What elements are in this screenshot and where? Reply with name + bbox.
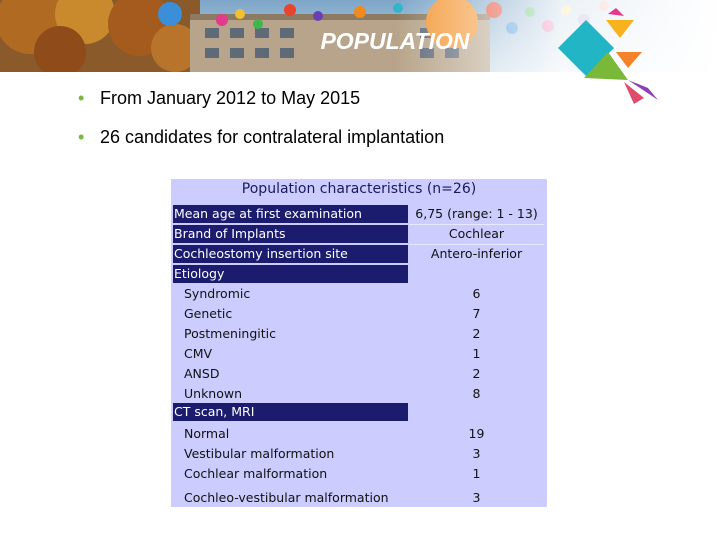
row-label: Syndromic — [184, 286, 251, 301]
row-value: 1 — [472, 466, 481, 481]
bullet-dot-icon: • — [78, 88, 85, 108]
row-label: Postmeningitic — [184, 326, 276, 341]
row-label: Mean age at first examination — [174, 206, 362, 221]
bullet-text: From January 2012 to May 2015 — [100, 88, 361, 108]
row-value: 6 — [472, 286, 481, 301]
row-value: 6,75 (range: 1 - 13) — [415, 206, 538, 221]
row-divider — [409, 224, 544, 225]
row-value: 19 — [468, 426, 485, 441]
section-label: Etiology — [174, 266, 225, 281]
bullet-item — [78, 88, 360, 109]
row-value: 8 — [472, 386, 481, 401]
table-title: Population characteristics (n=26) — [241, 181, 477, 197]
row-label: Cochlear malformation — [184, 466, 328, 481]
slide-title: POPULATION — [320, 28, 470, 54]
row-value: Antero-inferior — [430, 246, 523, 261]
bullet-dot-icon: • — [78, 127, 85, 147]
row-value: 7 — [472, 306, 481, 321]
row-label: ANSD — [184, 366, 220, 381]
population-table — [171, 179, 547, 507]
row-divider — [409, 244, 544, 245]
row-label: Brand of Implants — [174, 226, 286, 241]
row-value: 1 — [472, 346, 481, 361]
row-value: 3 — [472, 446, 481, 461]
row-label: Vestibular malformation — [184, 446, 335, 461]
bullet-text: 26 candidates for contralateral implantation — [100, 127, 445, 147]
bullet-item — [78, 127, 444, 148]
section-label: CT scan, MRI — [174, 404, 255, 419]
row-label: Cochleostomy insertion site — [174, 246, 348, 261]
row-label: Genetic — [184, 306, 233, 321]
row-value: 3 — [472, 490, 481, 505]
row-label: Unknown — [184, 386, 243, 401]
row-value: 2 — [472, 366, 481, 381]
row-value: 2 — [472, 326, 481, 341]
tangram-logo-icon — [548, 8, 668, 104]
row-label: Cochleo-vestibular malformation — [184, 490, 389, 505]
row-label: CMV — [184, 346, 213, 361]
row-value: Cochlear — [448, 226, 505, 241]
row-label: Normal — [184, 426, 230, 441]
